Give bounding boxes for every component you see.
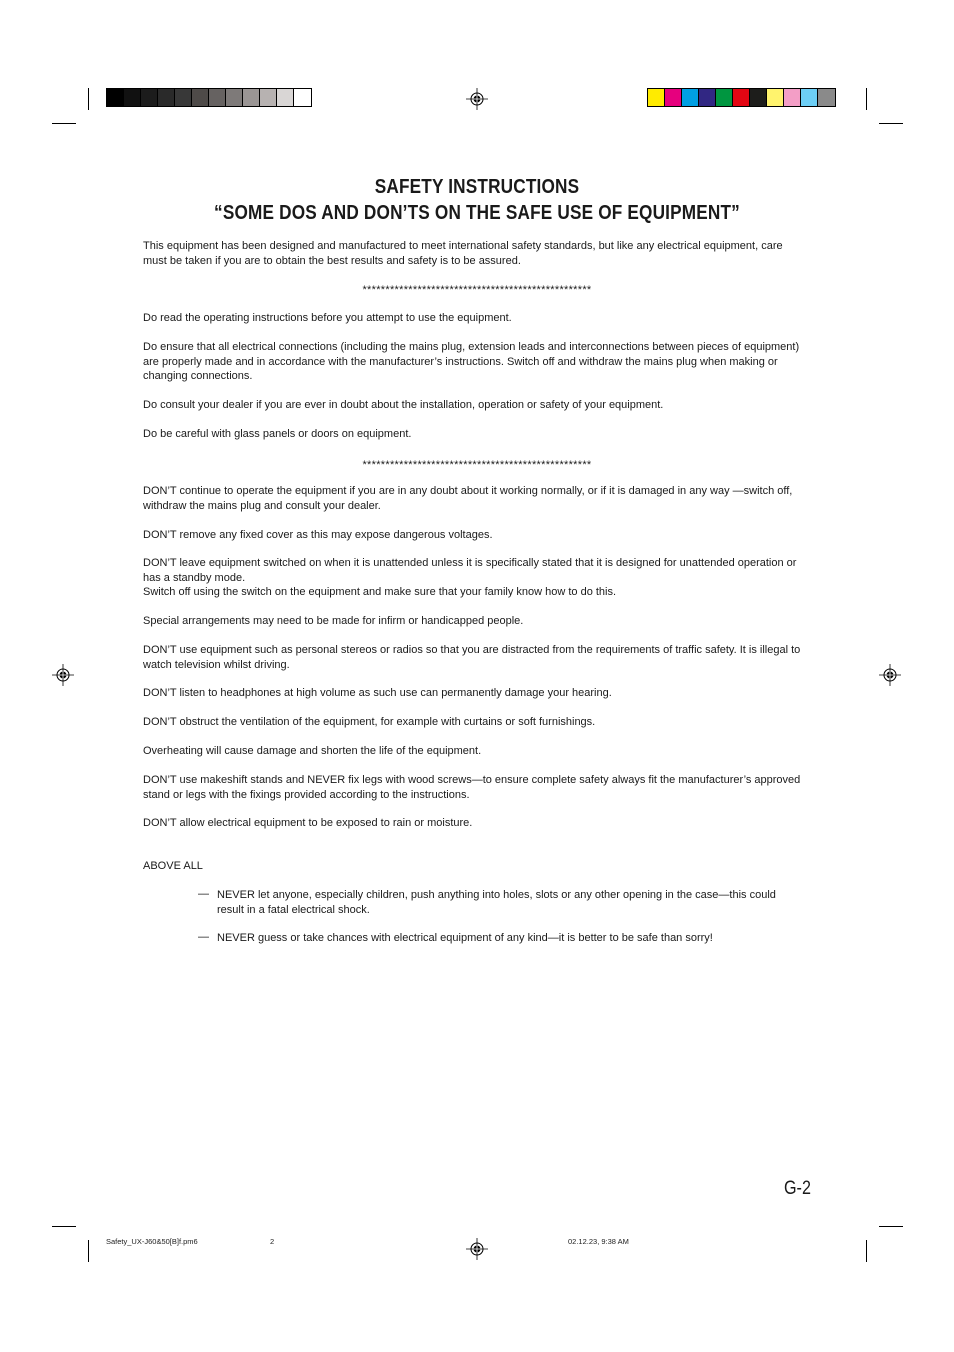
- color-swatch: [699, 89, 716, 106]
- color-swatch: [682, 89, 699, 106]
- color-swatch: [243, 89, 260, 106]
- color-swatch: [784, 89, 801, 106]
- dont-item: DON’T use equipment such as personal stereos or radios so that you are distracted from the requirements of traffic safety. It is illegal to watch television whilst driving.: [143, 644, 801, 671]
- color-swatch: [124, 89, 141, 106]
- color-swatch: [158, 89, 175, 106]
- color-swatch: [141, 89, 158, 106]
- registration-mark-icon: [466, 88, 488, 110]
- color-swatch: [665, 89, 682, 106]
- footer-page: 2: [270, 1237, 275, 1246]
- crop-mark-bottom-right-v: [866, 1240, 867, 1262]
- color-swatch: [818, 89, 835, 106]
- color-swatch: [175, 89, 192, 106]
- crop-mark-bottom-right-h: [879, 1226, 903, 1227]
- color-swatch: [107, 89, 124, 106]
- footer-timestamp: 02.12.23, 9:38 AM: [568, 1237, 629, 1246]
- color-swatch: [192, 89, 209, 106]
- grayscale-swatch-bar: [106, 88, 312, 107]
- page-title-line-2: “SOME DOS AND DON’TS ON THE SAFE USE OF EQUIPMENT”: [214, 202, 740, 224]
- do-item: Do be careful with glass panels or doors on equipment.: [143, 428, 412, 440]
- color-swatch: [260, 89, 277, 106]
- dont-item: DON’T obstruct the ventilation of the equipment, for example with curtains or soft furnishings.: [143, 716, 596, 728]
- separator: **************************************************: [362, 284, 592, 296]
- above-all-item: NEVER let anyone, especially children, push anything into holes, slots or any other opening in the case—this could result in a fatal electrical shock.: [217, 889, 776, 916]
- do-item: Do ensure that all electrical connections (including the mains plug, extension leads and interconnections between pieces of equipment) are properly made and in accordance with the manufacturer’s instructions. Switch off and withdraw the mains plug when making or changing connections.: [143, 341, 800, 382]
- page-title-line-1: SAFETY INSTRUCTIONS: [374, 176, 580, 198]
- list-dash: —: [198, 931, 209, 943]
- above-all-item: NEVER guess or take chances with electrical equipment of any kind—it is better to be safe than sorry!: [217, 932, 713, 944]
- do-item: Do read the operating instructions before you attempt to use the equipment.: [143, 312, 512, 324]
- dont-item: DON’T leave equipment switched on when it is unattended unless it is specifically stated that it is designed for unattended operation or has a standby mode.: [143, 557, 797, 584]
- color-swatch: [767, 89, 784, 106]
- dont-item: DON’T use makeshift stands and NEVER fix legs with wood screws—to ensure complete safety always fit the manufacturer’s approved stand or legs with the fixings provided according to the instructions.: [143, 774, 801, 801]
- color-swatch: [716, 89, 733, 106]
- separator: **************************************************: [362, 459, 592, 471]
- crop-mark-top-right-v: [866, 88, 867, 110]
- color-swatch: [733, 89, 750, 106]
- color-swatch: [648, 89, 665, 106]
- dont-item: Special arrangements may need to be made for infirm or handicapped people.: [143, 615, 524, 627]
- crop-mark-bottom-left-v: [88, 1240, 89, 1262]
- registration-mark-icon: [52, 664, 74, 686]
- color-swatch: [226, 89, 243, 106]
- do-item: Do consult your dealer if you are ever in doubt about the installation, operation or safety of your equipment.: [143, 399, 664, 411]
- above-all-heading: ABOVE ALL: [143, 860, 203, 872]
- dont-item: DON’T listen to headphones at high volume as such use can permanently damage your hearing.: [143, 687, 612, 699]
- dont-item: Switch off using the switch on the equipment and make sure that your family know how to do this.: [143, 586, 617, 598]
- dont-item: DON’T allow electrical equipment to be exposed to rain or moisture.: [143, 817, 473, 829]
- dont-item: DON’T remove any fixed cover as this may expose dangerous voltages.: [143, 529, 493, 541]
- crop-mark-top-left-h: [52, 123, 76, 124]
- registration-mark-icon: [466, 1238, 488, 1260]
- intro-paragraph: This equipment has been designed and manufactured to meet international safety standards, but like any electrical equipment, care must be taken if you are to obtain the best results and safety is to be assured.: [143, 240, 783, 267]
- footer-filename: Safety_UX-J60&50[B]f.pm6: [106, 1237, 198, 1246]
- color-swatch: [277, 89, 294, 106]
- crop-mark-bottom-left-h: [52, 1226, 76, 1227]
- color-swatch: [801, 89, 818, 106]
- color-swatch: [294, 89, 311, 106]
- crop-mark-top-right-h: [879, 123, 903, 124]
- color-swatch: [209, 89, 226, 106]
- dont-item: Overheating will cause damage and shorten the life of the equipment.: [143, 745, 482, 757]
- crop-mark-top-left-v: [88, 88, 89, 110]
- registration-mark-icon: [879, 664, 901, 686]
- dont-item: DON’T continue to operate the equipment if you are in any doubt about it working normally, or if it is damaged in any way —switch off, withdraw the mains plug and consult your dealer.: [143, 485, 793, 512]
- color-swatch: [750, 89, 767, 106]
- page-number: G-2: [784, 1178, 811, 1199]
- list-dash: —: [198, 888, 209, 900]
- color-swatch-bar: [647, 88, 836, 107]
